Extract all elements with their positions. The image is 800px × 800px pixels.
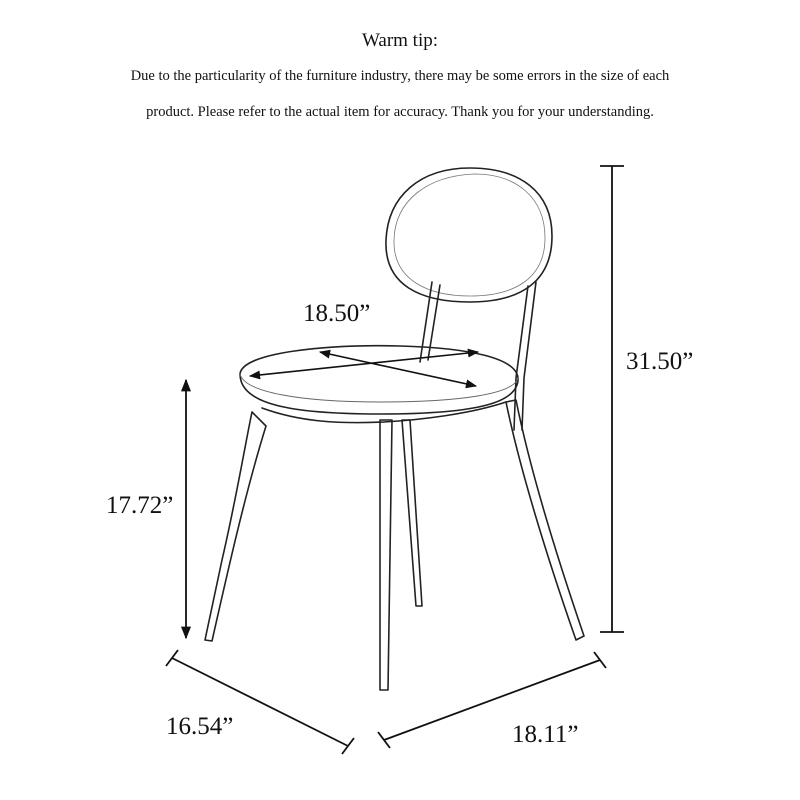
seat-width-label: 18.50”: [303, 300, 371, 327]
seat-width-arrows: [250, 352, 478, 386]
leg-front-right: [380, 420, 392, 690]
total-height-label: 31.50”: [626, 348, 694, 375]
total-height-dimension: [600, 166, 624, 632]
chair-outline: [205, 168, 584, 690]
tip-text-line-2: product. Please refer to the actual item for accuracy. Thank you for your understanding.: [146, 104, 654, 120]
chair-backrest: [386, 168, 552, 302]
leg-front-left: [205, 412, 266, 641]
depth-label: 16.54”: [166, 713, 234, 740]
leg-back-left: [402, 420, 422, 606]
seat-height-label: 17.72”: [106, 492, 174, 519]
back-post-left: [420, 282, 440, 362]
tip-title: Warm tip:: [361, 30, 439, 51]
tip-text-line-1: Due to the particularity of the furniture industry, there may be some errors in the size of each: [130, 68, 670, 84]
chair-seat: [240, 346, 518, 414]
width-label: 18.11”: [512, 721, 579, 748]
leg-back-right: [506, 400, 584, 640]
